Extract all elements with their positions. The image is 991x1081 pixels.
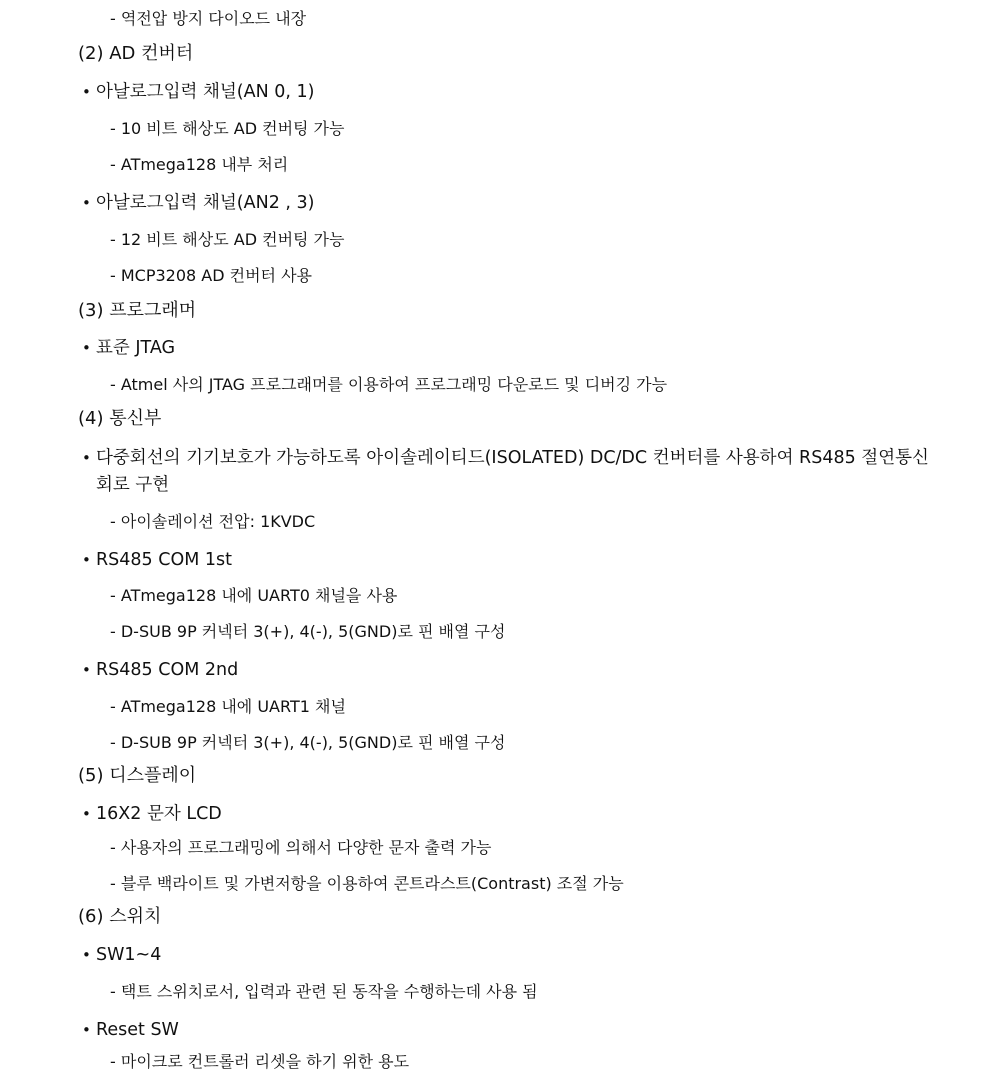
line-text: - D-SUB 9P 커넥터 3(+), 4(-), 5(GND)로 핀 배열 구성: [110, 622, 506, 641]
bullet-dot-icon: •: [82, 946, 91, 964]
line-text: SW1~4: [96, 945, 162, 965]
section-heading: [78, 43, 193, 65]
line-text: - 역전압 방지 다이오드 내장: [110, 9, 307, 28]
line-text: - ATmega128 내에 UART0 채널을 사용: [110, 586, 398, 605]
line-text: - 사용자의 프로그래밍에 의해서 다양한 문자 출력 가능: [110, 838, 492, 857]
bullet-continuation: [96, 475, 169, 496]
bullet-item: [82, 1020, 179, 1041]
line-text: 회로 구현: [96, 475, 170, 495]
line-text: (3) 프로그래머: [78, 300, 197, 321]
line-text: RS485 COM 2nd: [96, 660, 239, 680]
section-heading: [78, 408, 161, 430]
sub-item: [110, 982, 538, 1001]
bullet-dot-icon: •: [82, 194, 91, 212]
line-text: (2) AD 컨버터: [78, 43, 194, 64]
line-text: - 마이크로 컨트롤러 리셋을 하기 위한 용도: [110, 1052, 410, 1071]
sub-item: [110, 586, 397, 605]
bullet-dot-icon: •: [82, 449, 91, 467]
bullet-item: [82, 82, 314, 103]
line-text: 아날로그입력 채널(AN 0, 1): [96, 82, 315, 102]
section-heading: [78, 300, 196, 322]
sub-item: [110, 119, 344, 138]
section-heading: [78, 906, 161, 928]
sub-item: [110, 155, 288, 174]
sub-item: [110, 9, 306, 28]
line-text: - MCP3208 AD 컨버터 사용: [110, 266, 313, 285]
bullet-item: [82, 338, 175, 359]
bullet-dot-icon: •: [82, 339, 91, 357]
sub-item: [110, 874, 624, 893]
line-text: - Atmel 사의 JTAG 프로그래머를 이용하여 프로그래밍 다운로드 및 디버깅 가능: [110, 375, 668, 394]
line-text: (4) 통신부: [78, 408, 162, 429]
line-text: - 아이솔레이션 전압: 1KVDC: [110, 512, 316, 531]
bullet-item: [82, 804, 222, 825]
line-text: - ATmega128 내부 처리: [110, 155, 289, 174]
sub-item: [110, 1052, 409, 1071]
line-text: Reset SW: [96, 1020, 179, 1040]
line-text: 16X2 문자 LCD: [96, 804, 222, 824]
bullet-dot-icon: •: [82, 1021, 91, 1039]
bullet-item: [82, 550, 232, 571]
bullet-item: [82, 945, 161, 966]
bullet-item: [82, 448, 929, 469]
bullet-dot-icon: •: [82, 661, 91, 679]
line-text: - 12 비트 해상도 AD 컨버팅 가능: [110, 230, 345, 249]
line-text: - 블루 백라이트 및 가변저항을 이용하여 콘트라스트(Contrast) 조절 가능: [110, 874, 624, 893]
bullet-item: [82, 660, 238, 681]
line-text: - D-SUB 9P 커넥터 3(+), 4(-), 5(GND)로 핀 배열 구성: [110, 733, 506, 752]
sub-item: [110, 697, 346, 716]
line-text: 아날로그입력 채널(AN2 , 3): [96, 193, 315, 213]
bullet-dot-icon: •: [82, 83, 91, 101]
bullet-dot-icon: •: [82, 805, 91, 823]
sub-item: [110, 622, 505, 641]
sub-item: [110, 230, 344, 249]
line-text: (6) 스위치: [78, 906, 162, 927]
bullet-dot-icon: •: [82, 551, 91, 569]
line-text: - 10 비트 해상도 AD 컨버팅 가능: [110, 119, 345, 138]
bullet-item: [82, 193, 314, 214]
sub-item: [110, 512, 315, 531]
sub-item: [110, 266, 312, 285]
line-text: - ATmega128 내에 UART1 채널: [110, 697, 346, 716]
line-text: 다중회선의 기기보호가 가능하도록 아이솔레이티드(ISOLATED) DC/DC 컨버터를 사용하여 RS485 절연통신: [96, 448, 929, 468]
sub-item: [110, 838, 491, 857]
line-text: (5) 디스플레이: [78, 765, 197, 786]
sub-item: [110, 733, 505, 752]
section-heading: [78, 765, 196, 787]
line-text: RS485 COM 1st: [96, 550, 233, 570]
line-text: - 택트 스위치로서, 입력과 관련 된 동작을 수행하는데 사용 됨: [110, 982, 538, 1001]
line-text: 표준 JTAG: [96, 338, 176, 358]
sub-item: [110, 375, 667, 394]
